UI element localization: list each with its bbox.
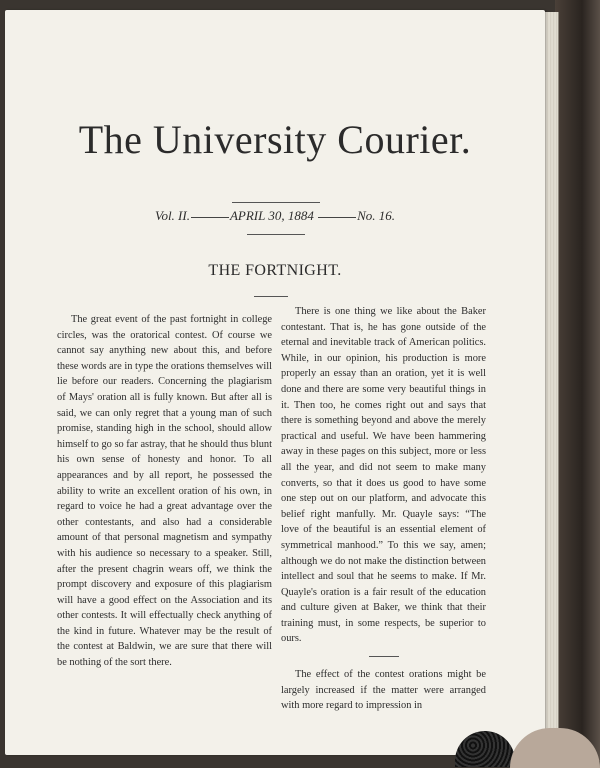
dateline-dash [318, 217, 356, 218]
article-column-right [281, 304, 486, 714]
section-rule [254, 296, 288, 297]
dateline-dash [191, 217, 229, 218]
dateline-rule [247, 234, 305, 235]
volume-label: Vol. II. [154, 208, 190, 223]
masthead-rule [232, 202, 320, 203]
issue-number: No. 16. [357, 208, 396, 223]
issue-date: APRIL 30, 1884 [229, 208, 314, 223]
dateline [5, 208, 545, 224]
paragraph-divider [369, 656, 399, 657]
masthead-title: The University Courier. [78, 117, 472, 162]
background-surface [555, 0, 600, 761]
article-paragraph: There is one thing we like about the Baker contestant. That is, he has gone outside of the eternal and inevitable track of American politics. While, in our opinion, his production is more properly an essay than an oration, yet it is well done and there are some very beautiful things in it. Then too, he comes right out and says that there is something beyond and above the merely practical and useful. We have been hammering away in these pages on this subject, more or less all the year, and did not seem to make many converts, so that it does us good to have some one step out on our platform, and advocate this belief right manfully. Mr. Quayle says: “The love of the beautiful is an essential element of symmetrical manhood.” To this we say, amen; although we do not make the distinction between intellect and soul that he seems to make. If Mr. Quayle's oration is a fair result of the education and culture given at Baker, we think that their training must, in some respects, be superior to ours. [281, 306, 486, 645]
article-column-left [57, 312, 272, 671]
article-paragraph: The effect of the contest orations might be largely increased if the matter were arranged with more regard to impression in [281, 669, 486, 712]
article-paragraph: The great event of the past fortnight in college circles, was the oratorical contest. Of course we cannot say anything new about this, and before these words are in type the orations themselves will lie before our readers. Concerning the plagiarism of Mays' oration all is fully known. But after all is said, we can only regret that a young man of such promise, standing high in the school, should allow himself to go so far astray, that he should thus blunt his own sense of honesty and honor. To all appearances and by all report, he possessed the ability to write an excellent oration of his own, in regard to voice he had a great advantage over the other contestants, and also had a considerable amount of that personal magnetism and sympathy with his audience so necessary to a speaker. Still, after the present chagrin wears off, we think the prompt discovery and exposure of this plagiarism will have a good effect on the Association and its other contests. It will effectually check anything of the kind in future. Whatever may be the result of the contest at Baldwin, we are sure that there will be nothing of the sort there. [57, 314, 272, 669]
section-title: THE FORTNIGHT. [208, 262, 342, 279]
